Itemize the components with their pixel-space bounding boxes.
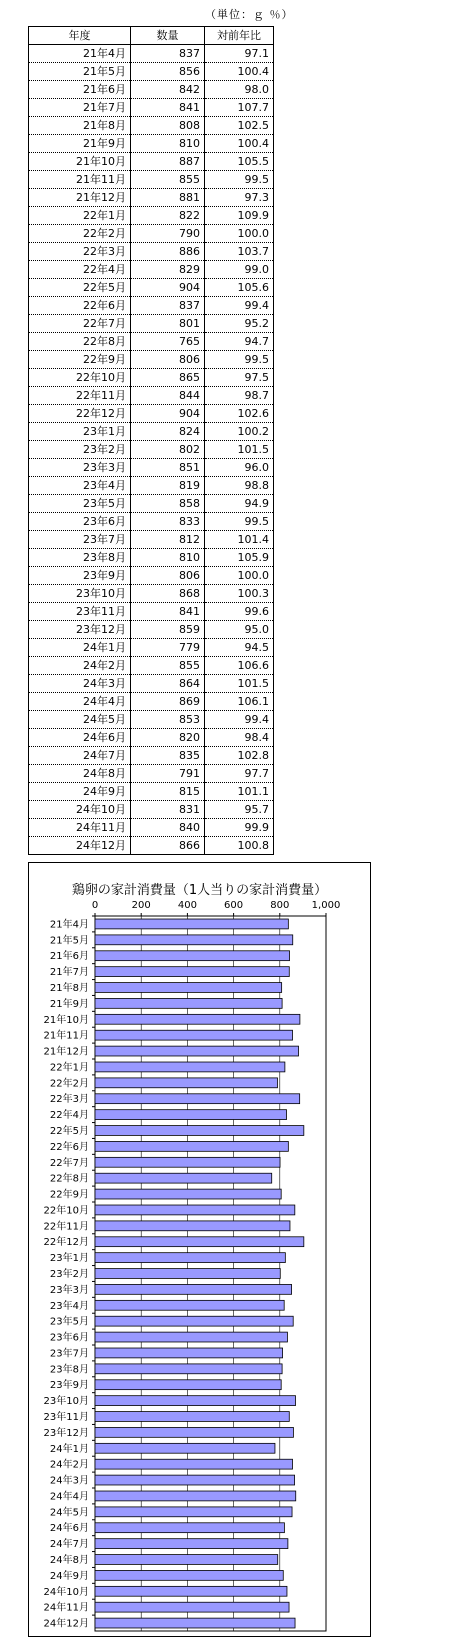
table-row	[29, 531, 274, 549]
x-tick-label: 0	[91, 900, 99, 911]
cell-period: 23年3月	[29, 459, 131, 477]
cell-quantity: 842	[131, 81, 205, 99]
y-tick-label: 22年1月	[49, 1062, 89, 1074]
table-row	[29, 153, 274, 171]
table-row	[29, 693, 274, 711]
y-tick-label: 23年6月	[49, 1332, 89, 1344]
bar	[95, 1078, 277, 1088]
cell-period: 23年9月	[29, 567, 131, 585]
y-tick-label: 22年6月	[49, 1141, 89, 1153]
table-row	[29, 135, 274, 153]
cell-period: 24年3月	[29, 675, 131, 693]
cell-quantity: 841	[131, 99, 205, 117]
bar	[95, 1126, 304, 1136]
table-row	[29, 45, 274, 63]
bar	[95, 951, 290, 961]
table-row	[29, 387, 274, 405]
cell-period: 24年1月	[29, 639, 131, 657]
y-tick-label: 22年3月	[49, 1094, 89, 1106]
cell-quantity: 833	[131, 513, 205, 531]
cell-yoy-ratio: 109.9	[205, 207, 274, 225]
y-tick-label: 24年11月	[43, 1602, 89, 1614]
x-tick-label: 1,000	[311, 900, 341, 911]
cell-period: 23年1月	[29, 423, 131, 441]
cell-yoy-ratio: 97.1	[205, 45, 274, 63]
bar	[95, 1459, 293, 1469]
y-tick-label: 23年9月	[49, 1380, 89, 1392]
table-row	[29, 171, 274, 189]
table-row	[29, 279, 274, 297]
table-row	[29, 117, 274, 135]
bar	[95, 1618, 295, 1628]
table-row	[29, 495, 274, 513]
cell-quantity: 790	[131, 225, 205, 243]
cell-quantity: 820	[131, 729, 205, 747]
bar	[95, 998, 282, 1008]
cell-period: 22年8月	[29, 333, 131, 351]
cell-period: 23年7月	[29, 531, 131, 549]
cell-quantity: 886	[131, 243, 205, 261]
cell-yoy-ratio: 100.4	[205, 63, 274, 81]
cell-yoy-ratio: 100.3	[205, 585, 274, 603]
cell-yoy-ratio: 100.2	[205, 423, 274, 441]
cell-yoy-ratio: 100.0	[205, 225, 274, 243]
chart-frame	[28, 862, 371, 1637]
table-row	[29, 243, 274, 261]
table-row	[29, 441, 274, 459]
table-row	[29, 315, 274, 333]
cell-yoy-ratio: 101.5	[205, 675, 274, 693]
cell-period: 24年4月	[29, 693, 131, 711]
cell-period: 22年1月	[29, 207, 131, 225]
cell-yoy-ratio: 98.8	[205, 477, 274, 495]
cell-quantity: 806	[131, 567, 205, 585]
y-tick-label: 22年2月	[49, 1078, 89, 1090]
cell-quantity: 904	[131, 279, 205, 297]
y-tick-label: 24年2月	[49, 1459, 89, 1471]
bar	[95, 1300, 284, 1310]
table-row	[29, 477, 274, 495]
cell-period: 23年11月	[29, 603, 131, 621]
cell-period: 22年10月	[29, 369, 131, 387]
cell-period: 22年2月	[29, 225, 131, 243]
cell-yoy-ratio: 105.6	[205, 279, 274, 297]
bar	[95, 1189, 281, 1199]
cell-quantity: 802	[131, 441, 205, 459]
cell-period: 21年5月	[29, 63, 131, 81]
x-tick-label: 600	[224, 900, 244, 911]
bar	[95, 1491, 296, 1501]
y-tick-label: 21年11月	[43, 1030, 89, 1042]
cell-yoy-ratio: 96.0	[205, 459, 274, 477]
y-tick-label: 23年5月	[49, 1316, 89, 1328]
cell-yoy-ratio: 99.5	[205, 171, 274, 189]
cell-quantity: 869	[131, 693, 205, 711]
y-tick-label: 24年1月	[49, 1443, 89, 1455]
y-tick-label: 22年4月	[49, 1110, 89, 1122]
cell-quantity: 806	[131, 351, 205, 369]
bar	[95, 1427, 293, 1437]
y-tick-label: 23年2月	[49, 1269, 89, 1280]
cell-yoy-ratio: 99.9	[205, 819, 274, 837]
cell-yoy-ratio: 94.5	[205, 639, 274, 657]
y-tick-label: 21年12月	[43, 1046, 89, 1058]
bar	[95, 1062, 285, 1072]
cell-quantity: 835	[131, 747, 205, 765]
y-tick-label: 21年6月	[49, 951, 89, 963]
table-row	[29, 639, 274, 657]
y-tick-label: 23年11月	[43, 1412, 89, 1423]
bar	[95, 1030, 293, 1040]
cell-quantity: 887	[131, 153, 205, 171]
cell-quantity: 851	[131, 459, 205, 477]
bar	[95, 1157, 280, 1167]
table-row	[29, 189, 274, 207]
cell-yoy-ratio: 100.4	[205, 135, 274, 153]
bar	[95, 1094, 300, 1104]
header-yoy-ratio: 対前年比	[205, 27, 274, 45]
y-tick-label: 22年5月	[49, 1126, 89, 1137]
table-row	[29, 261, 274, 279]
y-tick-label: 23年1月	[49, 1253, 89, 1265]
table-row	[29, 513, 274, 531]
cell-yoy-ratio: 102.8	[205, 747, 274, 765]
table-row	[29, 765, 274, 783]
cell-period: 23年10月	[29, 585, 131, 603]
cell-period: 24年9月	[29, 783, 131, 801]
table-row	[29, 801, 274, 819]
cell-yoy-ratio: 95.2	[205, 315, 274, 333]
cell-quantity: 856	[131, 63, 205, 81]
bar	[95, 1348, 283, 1358]
y-tick-label: 21年4月	[49, 919, 89, 931]
cell-quantity: 858	[131, 495, 205, 513]
table-row	[29, 711, 274, 729]
table-row	[29, 369, 274, 387]
cell-quantity: 765	[131, 333, 205, 351]
cell-quantity: 855	[131, 657, 205, 675]
cell-period: 24年10月	[29, 801, 131, 819]
table-row	[29, 819, 274, 837]
cell-yoy-ratio: 99.6	[205, 603, 274, 621]
y-tick-label: 23年12月	[43, 1427, 89, 1439]
table-row	[29, 81, 274, 99]
cell-quantity: 779	[131, 639, 205, 657]
cell-quantity: 829	[131, 261, 205, 279]
cell-quantity: 881	[131, 189, 205, 207]
cell-yoy-ratio: 106.6	[205, 657, 274, 675]
bar	[95, 1046, 299, 1056]
cell-period: 21年11月	[29, 171, 131, 189]
table-row	[29, 63, 274, 81]
cell-quantity: 831	[131, 801, 205, 819]
cell-quantity: 868	[131, 585, 205, 603]
cell-period: 23年12月	[29, 621, 131, 639]
y-tick-label: 22年12月	[43, 1237, 89, 1249]
cell-period: 24年8月	[29, 765, 131, 783]
cell-period: 21年4月	[29, 45, 131, 63]
cell-period: 22年12月	[29, 405, 131, 423]
table-row	[29, 99, 274, 117]
cell-period: 24年2月	[29, 657, 131, 675]
cell-yoy-ratio: 98.0	[205, 81, 274, 99]
bar	[95, 1602, 289, 1612]
table-row	[29, 423, 274, 441]
cell-yoy-ratio: 99.5	[205, 351, 274, 369]
cell-period: 22年5月	[29, 279, 131, 297]
bar	[95, 1110, 286, 1120]
bar	[95, 1523, 284, 1533]
table-row	[29, 405, 274, 423]
bar	[95, 1364, 282, 1374]
table-row	[29, 297, 274, 315]
table-row	[29, 657, 274, 675]
y-tick-label: 22年7月	[49, 1157, 89, 1169]
cell-yoy-ratio: 100.0	[205, 567, 274, 585]
bar	[95, 1475, 295, 1485]
cell-quantity: 859	[131, 621, 205, 639]
cell-period: 21年6月	[29, 81, 131, 99]
cell-period: 22年6月	[29, 297, 131, 315]
y-tick-label: 23年10月	[43, 1396, 89, 1408]
cell-yoy-ratio: 100.8	[205, 837, 274, 855]
chart-title: 鶏卵の家計消費量（1人当りの家計消費量）	[71, 883, 328, 898]
cell-yoy-ratio: 97.7	[205, 765, 274, 783]
y-tick-label: 24年7月	[49, 1539, 89, 1551]
bar	[95, 919, 288, 929]
bar	[95, 935, 293, 945]
cell-period: 24年11月	[29, 819, 131, 837]
cell-quantity: 844	[131, 387, 205, 405]
cell-quantity: 819	[131, 477, 205, 495]
table-row	[29, 351, 274, 369]
cell-quantity: 865	[131, 369, 205, 387]
header-quantity: 数量	[131, 27, 205, 45]
cell-quantity: 812	[131, 531, 205, 549]
cell-period: 23年2月	[29, 441, 131, 459]
y-tick-label: 22年8月	[49, 1173, 89, 1185]
y-tick-label: 22年9月	[49, 1189, 89, 1201]
cell-quantity: 904	[131, 405, 205, 423]
cell-quantity: 808	[131, 117, 205, 135]
y-tick-label: 23年7月	[49, 1348, 89, 1360]
y-tick-label: 24年3月	[49, 1475, 89, 1487]
table-row	[29, 567, 274, 585]
y-tick-label: 24年9月	[49, 1570, 89, 1582]
cell-period: 21年12月	[29, 189, 131, 207]
cell-period: 23年6月	[29, 513, 131, 531]
cell-yoy-ratio: 94.9	[205, 495, 274, 513]
table-header-row	[29, 27, 274, 45]
cell-yoy-ratio: 99.4	[205, 711, 274, 729]
cell-quantity: 815	[131, 783, 205, 801]
bar	[95, 1539, 288, 1549]
cell-quantity: 810	[131, 549, 205, 567]
cell-yoy-ratio: 95.0	[205, 621, 274, 639]
bar	[95, 1332, 287, 1342]
cell-quantity: 853	[131, 711, 205, 729]
table-row	[29, 549, 274, 567]
bar	[95, 983, 282, 993]
cell-yoy-ratio: 98.4	[205, 729, 274, 747]
cell-period: 24年6月	[29, 729, 131, 747]
cell-yoy-ratio: 102.5	[205, 117, 274, 135]
cell-period: 22年11月	[29, 387, 131, 405]
y-tick-label: 21年8月	[49, 983, 89, 994]
cell-quantity: 822	[131, 207, 205, 225]
consumption-table	[28, 26, 274, 855]
bar	[95, 1014, 300, 1024]
bar	[95, 967, 289, 977]
y-tick-label: 21年7月	[49, 967, 89, 979]
y-tick-label: 24年5月	[49, 1507, 89, 1519]
table-row	[29, 459, 274, 477]
y-tick-label: 24年4月	[49, 1491, 89, 1503]
cell-quantity: 810	[131, 135, 205, 153]
cell-period: 22年9月	[29, 351, 131, 369]
bar	[95, 1443, 275, 1453]
cell-yoy-ratio: 94.7	[205, 333, 274, 351]
bar	[95, 1507, 292, 1517]
x-tick-label: 800	[270, 900, 290, 911]
y-tick-label: 24年12月	[43, 1618, 89, 1630]
cell-quantity: 824	[131, 423, 205, 441]
table-row	[29, 729, 274, 747]
y-tick-label: 21年5月	[49, 935, 89, 947]
cell-period: 23年8月	[29, 549, 131, 567]
cell-quantity: 864	[131, 675, 205, 693]
cell-quantity: 840	[131, 819, 205, 837]
cell-period: 21年8月	[29, 117, 131, 135]
cell-period: 21年10月	[29, 153, 131, 171]
cell-yoy-ratio: 99.0	[205, 261, 274, 279]
y-tick-label: 21年9月	[49, 998, 89, 1010]
table-row	[29, 603, 274, 621]
cell-quantity: 837	[131, 45, 205, 63]
bar	[95, 1205, 295, 1215]
cell-yoy-ratio: 106.1	[205, 693, 274, 711]
cell-yoy-ratio: 101.4	[205, 531, 274, 549]
bar	[95, 1221, 290, 1231]
bar	[95, 1380, 281, 1390]
x-tick-label: 200	[131, 900, 151, 911]
unit-label: （単位：ｇ ％）	[205, 8, 294, 21]
cell-period: 22年4月	[29, 261, 131, 279]
cell-period: 22年3月	[29, 243, 131, 261]
cell-period: 21年7月	[29, 99, 131, 117]
bar	[95, 1555, 278, 1565]
cell-quantity: 855	[131, 171, 205, 189]
bar	[95, 1284, 292, 1294]
table-row	[29, 333, 274, 351]
bar	[95, 1412, 289, 1422]
table-row	[29, 585, 274, 603]
y-tick-label: 22年11月	[43, 1221, 89, 1233]
cell-quantity: 841	[131, 603, 205, 621]
cell-yoy-ratio: 95.7	[205, 801, 274, 819]
cell-yoy-ratio: 107.7	[205, 99, 274, 117]
table-row	[29, 783, 274, 801]
table-row	[29, 207, 274, 225]
y-tick-label: 24年6月	[49, 1523, 89, 1535]
cell-period: 22年7月	[29, 315, 131, 333]
cell-yoy-ratio: 99.5	[205, 513, 274, 531]
table-row	[29, 621, 274, 639]
bar	[95, 1173, 272, 1183]
cell-yoy-ratio: 99.4	[205, 297, 274, 315]
cell-period: 24年7月	[29, 747, 131, 765]
bar	[95, 1586, 287, 1596]
cell-period: 24年5月	[29, 711, 131, 729]
cell-quantity: 837	[131, 297, 205, 315]
bar	[95, 1396, 296, 1406]
cell-yoy-ratio: 102.6	[205, 405, 274, 423]
cell-yoy-ratio: 97.5	[205, 369, 274, 387]
cell-yoy-ratio: 97.3	[205, 189, 274, 207]
y-tick-label: 23年8月	[49, 1364, 89, 1376]
y-tick-label: 23年3月	[49, 1284, 89, 1296]
cell-quantity: 801	[131, 315, 205, 333]
bar	[95, 1253, 285, 1263]
cell-yoy-ratio: 103.7	[205, 243, 274, 261]
bar	[95, 1141, 288, 1151]
cell-period: 21年9月	[29, 135, 131, 153]
cell-quantity: 791	[131, 765, 205, 783]
table-row	[29, 225, 274, 243]
y-tick-label: 21年10月	[43, 1014, 89, 1026]
cell-yoy-ratio: 101.1	[205, 783, 274, 801]
table-row	[29, 675, 274, 693]
cell-yoy-ratio: 105.5	[205, 153, 274, 171]
cell-period: 23年4月	[29, 477, 131, 495]
cell-quantity: 866	[131, 837, 205, 855]
cell-yoy-ratio: 105.9	[205, 549, 274, 567]
cell-yoy-ratio: 101.5	[205, 441, 274, 459]
bar	[95, 1237, 304, 1247]
header-period: 年度	[29, 27, 131, 45]
bar-chart	[29, 863, 372, 1638]
cell-period: 23年5月	[29, 495, 131, 513]
bar	[95, 1570, 283, 1580]
cell-period: 24年12月	[76, 839, 126, 852]
y-tick-label: 24年10月	[43, 1586, 89, 1598]
y-tick-label: 24年8月	[49, 1555, 89, 1566]
bar	[95, 1269, 280, 1279]
table-row	[29, 747, 274, 765]
x-tick-label: 400	[177, 900, 197, 911]
y-tick-label: 22年10月	[43, 1205, 89, 1217]
cell-yoy-ratio: 98.7	[205, 387, 274, 405]
bar	[95, 1316, 293, 1326]
y-tick-label: 23年4月	[49, 1300, 89, 1312]
table-row	[29, 837, 274, 855]
